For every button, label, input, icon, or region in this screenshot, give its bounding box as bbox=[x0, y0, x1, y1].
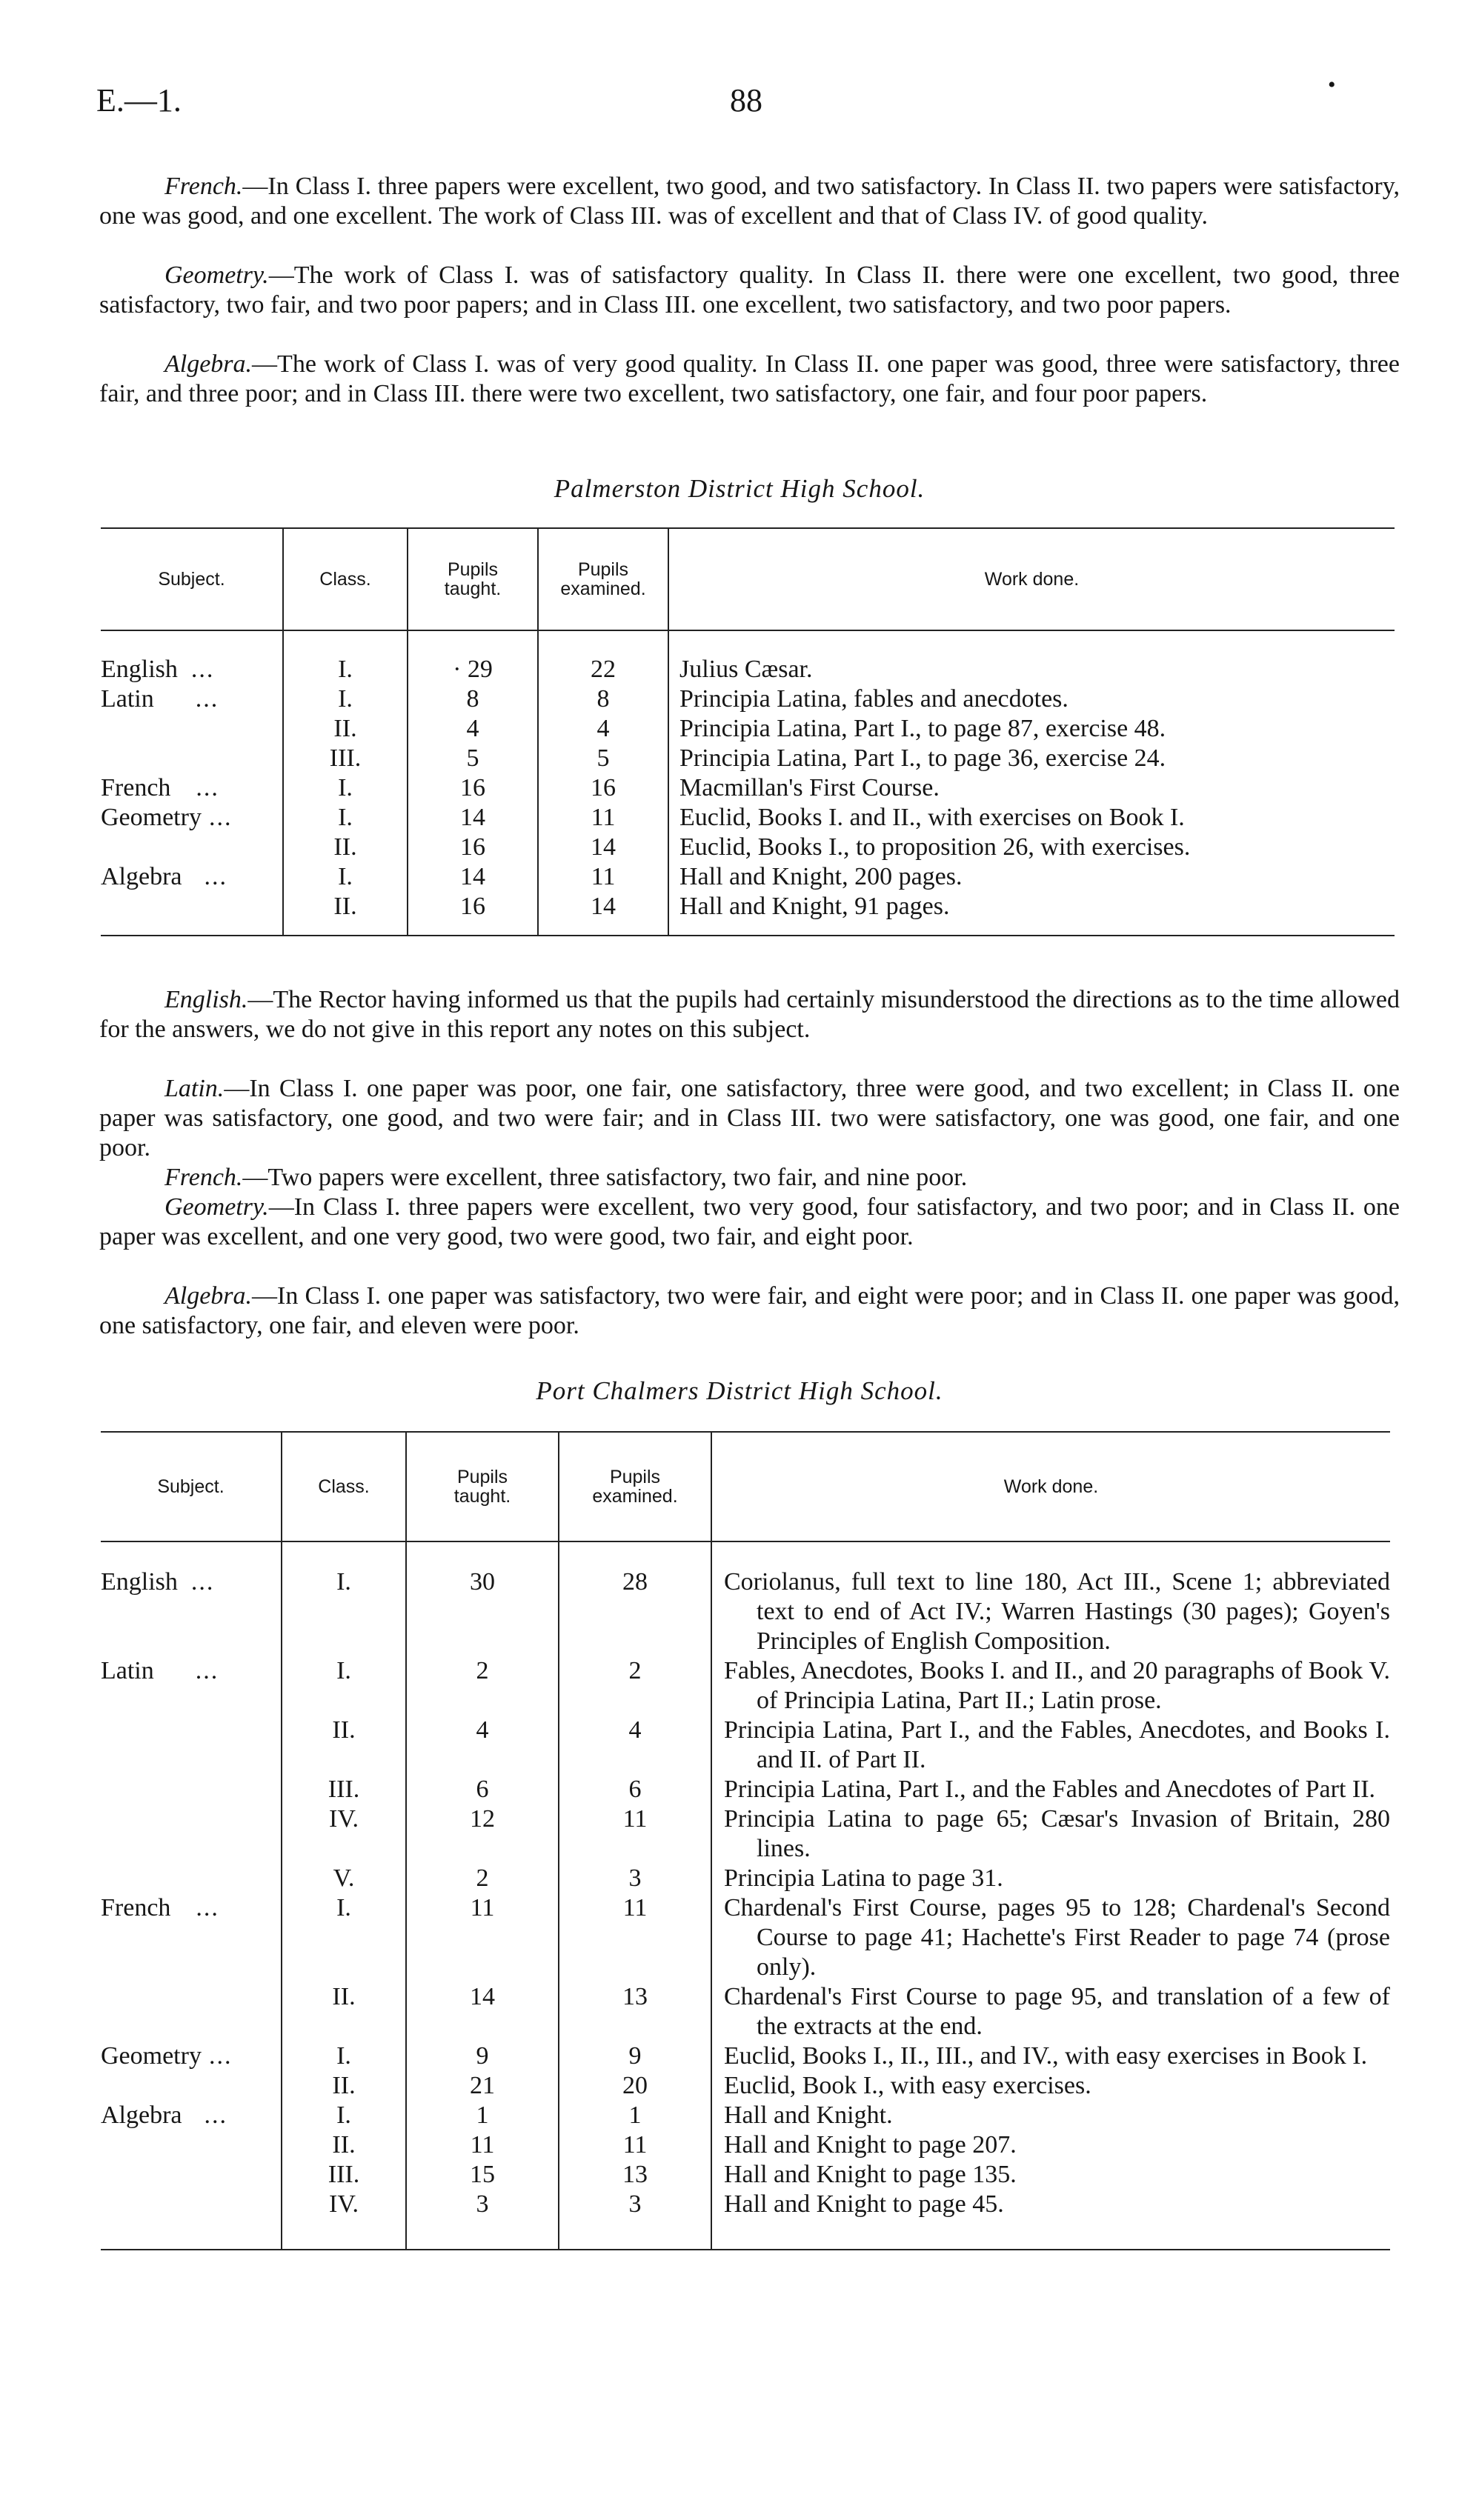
table-row bbox=[101, 833, 1395, 862]
cell-subject: English ... bbox=[101, 656, 215, 683]
cell-taught: 6 bbox=[406, 1775, 559, 1804]
cell-examined: 16 bbox=[538, 773, 668, 803]
cell-class: V. bbox=[282, 1864, 406, 1893]
cell-taught: 15 bbox=[406, 2160, 559, 2190]
cell-examined: 5 bbox=[538, 744, 668, 773]
cell-class: III. bbox=[282, 1775, 406, 1804]
cell-class: II. bbox=[282, 1982, 406, 2041]
cell-subject bbox=[101, 744, 283, 773]
table-header-row bbox=[101, 1432, 1390, 1541]
table-header-row bbox=[101, 528, 1395, 630]
cell-examined: 22 bbox=[538, 630, 668, 684]
table-row bbox=[101, 1864, 1390, 1893]
cell-taught: 9 bbox=[406, 2041, 559, 2071]
cell-subject bbox=[101, 1982, 282, 2041]
paragraph-text: —In Class I. three papers were excellent, two very good, four satisfactory, and two poor; and in Class II. one paper was excellent, and one very good, two were good, two fair, and eight poor. bbox=[99, 1193, 1400, 1250]
cell-work: Principia Latina, Part I., and the Fables, Anecdotes, and Books I. and II. of Part II. bbox=[711, 1716, 1390, 1775]
cell-subject bbox=[101, 2130, 282, 2160]
column-header-class: Class. bbox=[283, 528, 408, 630]
paragraph-lead: Algebra. bbox=[164, 350, 253, 378]
table-row bbox=[101, 2101, 1390, 2130]
table-row bbox=[101, 2041, 1390, 2071]
paragraph-text: —In Class I. one paper was poor, one fair, one satisfactory, three were good, and two excellent; in Class II. one paper was satisfactory, one good, and two were fair; and in Class III. two were satisfactory, one was good, one fair, and one poor. bbox=[99, 1075, 1400, 1161]
cell-taught: 5 bbox=[408, 744, 538, 773]
cell-taught: 4 bbox=[408, 714, 538, 744]
middle-paragraph-latin bbox=[99, 1074, 1400, 1163]
cell-subject: French ... bbox=[101, 774, 219, 801]
cell-taught: 14 bbox=[406, 1982, 559, 2041]
cell-class: I. bbox=[283, 684, 408, 714]
cell-taught: · 29 bbox=[408, 630, 538, 684]
cell-taught: 14 bbox=[408, 803, 538, 833]
table-row bbox=[101, 773, 1395, 803]
cell-work: Principia Latina, Part I., to page 87, exercise 48. bbox=[668, 714, 1395, 744]
paragraph-lead: French. bbox=[164, 1164, 243, 1191]
table-row bbox=[101, 2130, 1390, 2160]
cell-examined: 9 bbox=[559, 2041, 711, 2071]
cell-work: Hall and Knight to page 207. bbox=[711, 2130, 1390, 2160]
column-header-subject: Subject. bbox=[158, 569, 225, 590]
cell-examined: 14 bbox=[538, 833, 668, 862]
cell-examined: 14 bbox=[538, 892, 668, 936]
cell-taught: 11 bbox=[406, 2130, 559, 2160]
cell-taught: 11 bbox=[406, 1893, 559, 1982]
cell-work: Macmillan's First Course. bbox=[668, 773, 1395, 803]
paragraph-text: —Two papers were excellent, three satisfactory, two fair, and nine poor. bbox=[242, 1164, 968, 1191]
cell-class: IV. bbox=[282, 2190, 406, 2250]
cell-examined: 11 bbox=[559, 2130, 711, 2160]
table-row bbox=[101, 744, 1395, 773]
column-header-examined: Pupils examined. bbox=[559, 1432, 711, 1541]
cell-subject: Algebra ... bbox=[101, 2101, 228, 2129]
cell-class: III. bbox=[283, 744, 408, 773]
paragraph-lead: Latin. bbox=[164, 1075, 225, 1102]
cell-work: Hall and Knight, 200 pages. bbox=[668, 862, 1395, 892]
table-row bbox=[101, 2190, 1390, 2250]
paragraph-text: —The work of Class I. was of satisfactory quality. In Class II. there were one excellent, two good, three satisfactory, two fair, and two poor papers; and in Class III. one excellent, two satisfactory, and two poor papers. bbox=[99, 261, 1400, 319]
cell-examined: 1 bbox=[559, 2101, 711, 2130]
cell-subject bbox=[101, 714, 283, 744]
cell-work: Coriolanus, full text to line 180, Act III., Scene 1; abbreviated text to end of Act IV.; Warren Hastings (30 pages); Goyen's Principles of English Composition. bbox=[711, 1541, 1390, 1656]
table-row bbox=[101, 1804, 1390, 1864]
cell-examined: 11 bbox=[538, 862, 668, 892]
cell-class: II. bbox=[283, 892, 408, 936]
page-number: 88 bbox=[730, 82, 762, 119]
cell-examined: 4 bbox=[538, 714, 668, 744]
cell-class: II. bbox=[282, 2130, 406, 2160]
middle-paragraph-english bbox=[99, 985, 1400, 1044]
cell-subject: Latin ... bbox=[101, 685, 219, 713]
cell-subject: French ... bbox=[101, 1894, 219, 1921]
column-header-work: Work done. bbox=[668, 528, 1395, 630]
paragraph-text: —The work of Class I. was of very good quality. In Class II. one paper was good, three were satisfactory, three fair, and three poor; and in Class III. there were two excellent, two satisfactory, one fair, and four poor papers. bbox=[99, 350, 1400, 407]
palmerston-table bbox=[101, 527, 1395, 936]
cell-taught: 2 bbox=[406, 1656, 559, 1716]
page-header bbox=[96, 73, 1400, 133]
cell-examined: 8 bbox=[538, 684, 668, 714]
paragraph-lead: Geometry. bbox=[164, 261, 269, 289]
cell-taught: 16 bbox=[408, 833, 538, 862]
cell-subject bbox=[101, 1864, 282, 1893]
cell-examined: 28 bbox=[559, 1541, 711, 1656]
cell-work: Hall and Knight to page 135. bbox=[711, 2160, 1390, 2190]
column-header-work: Work done. bbox=[711, 1432, 1390, 1541]
column-header-subject: Subject. bbox=[157, 1476, 225, 1497]
cell-subject bbox=[101, 2071, 282, 2101]
middle-paragraph-algebra bbox=[99, 1281, 1400, 1341]
cell-subject bbox=[101, 892, 283, 936]
intro-paragraph-french bbox=[99, 172, 1400, 231]
cell-class: I. bbox=[283, 773, 408, 803]
cell-examined: 3 bbox=[559, 2190, 711, 2250]
cell-subject bbox=[101, 833, 283, 862]
report-reference: E.—1. bbox=[96, 82, 182, 119]
cell-subject bbox=[101, 1775, 282, 1804]
cell-subject bbox=[101, 2190, 282, 2250]
cell-work: Hall and Knight, 91 pages. bbox=[668, 892, 1395, 936]
cell-subject bbox=[101, 1716, 282, 1775]
cell-subject: Algebra ... bbox=[101, 863, 228, 890]
table-row bbox=[101, 862, 1395, 892]
cell-work: Principia Latina to page 65; Cæsar's Invasion of Britain, 280 lines. bbox=[711, 1804, 1390, 1864]
cell-class: IV. bbox=[282, 1804, 406, 1864]
paragraph-lead: Algebra. bbox=[164, 1282, 253, 1310]
table-row bbox=[101, 892, 1395, 936]
cell-taught: 4 bbox=[406, 1716, 559, 1775]
cell-class: II. bbox=[282, 1716, 406, 1775]
paragraph-text: —In Class I. three papers were excellent, two good, and two satisfactory. In Class II. two papers were satisfactory, one was good, and one excellent. The work of Class III. was of excellent and that of Class IV. of good quality. bbox=[99, 173, 1400, 230]
cell-taught: 3 bbox=[406, 2190, 559, 2250]
middle-paragraph-geometry bbox=[99, 1193, 1400, 1252]
cell-work: Chardenal's First Course, pages 95 to 128; Chardenal's Second Course to page 41; Hachette's First Reader to page 74 (prose only). bbox=[711, 1893, 1390, 1982]
cell-examined: 11 bbox=[559, 1893, 711, 1982]
cell-class: I. bbox=[282, 2101, 406, 2130]
intro-paragraph-geometry bbox=[99, 261, 1400, 320]
intro-paragraph-algebra bbox=[99, 350, 1400, 409]
cell-work: Principia Latina to page 31. bbox=[711, 1864, 1390, 1893]
table-row bbox=[101, 684, 1395, 714]
cell-examined: 11 bbox=[559, 1804, 711, 1864]
cell-examined: 4 bbox=[559, 1716, 711, 1775]
cell-examined: 13 bbox=[559, 1982, 711, 2041]
column-header-taught: Pupils taught. bbox=[408, 528, 538, 630]
table-row bbox=[101, 1775, 1390, 1804]
cell-work: Euclid, Book I., with easy exercises. bbox=[711, 2071, 1390, 2101]
cell-work: Chardenal's First Course to page 95, and translation of a few of the extracts at the end. bbox=[711, 1982, 1390, 2041]
paragraph-lead: Geometry. bbox=[164, 1193, 269, 1221]
cell-subject: Latin ... bbox=[101, 1657, 219, 1684]
cell-examined: 11 bbox=[538, 803, 668, 833]
cell-work: Euclid, Books I., II., III., and IV., with easy exercises in Book I. bbox=[711, 2041, 1390, 2071]
table-row bbox=[101, 1656, 1390, 1716]
cell-work: Julius Cæsar. bbox=[668, 630, 1395, 684]
middle-paragraph-french bbox=[99, 1163, 1400, 1193]
paragraph-lead: English. bbox=[164, 986, 248, 1013]
cell-work: Principia Latina, Part I., to page 36, exercise 24. bbox=[668, 744, 1395, 773]
cell-class: II. bbox=[283, 714, 408, 744]
cell-work: Principia Latina, fables and anecdotes. bbox=[668, 684, 1395, 714]
cell-subject bbox=[101, 1804, 282, 1864]
table-row bbox=[101, 1541, 1390, 1656]
cell-work: Principia Latina, Part I., and the Fables and Anecdotes of Part II. bbox=[711, 1775, 1390, 1804]
cell-examined: 20 bbox=[559, 2071, 711, 2101]
cell-class: I. bbox=[282, 1656, 406, 1716]
stray-mark: • bbox=[1328, 73, 1336, 97]
cell-work: Hall and Knight to page 45. bbox=[711, 2190, 1390, 2250]
cell-class: II. bbox=[283, 833, 408, 862]
cell-class: I. bbox=[283, 630, 408, 684]
table-caption-palmerston: Palmerston District High School. bbox=[554, 474, 925, 503]
cell-examined: 13 bbox=[559, 2160, 711, 2190]
cell-class: I. bbox=[282, 2041, 406, 2071]
column-header-class: Class. bbox=[282, 1432, 406, 1541]
cell-subject: Geometry ... bbox=[101, 804, 233, 831]
paragraph-text: —The Rector having informed us that the pupils had certainly misunderstood the directions as to the time allowed for the answers, we do not give in this report any notes on this subject. bbox=[99, 986, 1400, 1043]
cell-subject: Geometry ... bbox=[101, 2042, 233, 2070]
table-row bbox=[101, 1716, 1390, 1775]
cell-examined: 2 bbox=[559, 1656, 711, 1716]
cell-subject: English ... bbox=[101, 1568, 215, 1596]
table-row bbox=[101, 1982, 1390, 2041]
cell-class: I. bbox=[282, 1893, 406, 1982]
cell-class: I. bbox=[283, 803, 408, 833]
cell-examined: 6 bbox=[559, 1775, 711, 1804]
column-header-taught: Pupils taught. bbox=[406, 1432, 559, 1541]
table-row bbox=[101, 714, 1395, 744]
table-row bbox=[101, 803, 1395, 833]
cell-taught: 12 bbox=[406, 1804, 559, 1864]
cell-class: II. bbox=[282, 2071, 406, 2101]
paragraph-lead: French. bbox=[164, 173, 243, 200]
table-row bbox=[101, 2160, 1390, 2190]
port-chalmers-table bbox=[101, 1431, 1390, 2250]
cell-subject bbox=[101, 2160, 282, 2190]
cell-taught: 14 bbox=[408, 862, 538, 892]
cell-examined: 3 bbox=[559, 1864, 711, 1893]
cell-taught: 16 bbox=[408, 892, 538, 936]
cell-work: Euclid, Books I. and II., with exercises on Book I. bbox=[668, 803, 1395, 833]
cell-taught: 16 bbox=[408, 773, 538, 803]
cell-work: Fables, Anecdotes, Books I. and II., and 20 paragraphs of Book V. of Principia Latina, Part II.; Latin prose. bbox=[711, 1656, 1390, 1716]
table-caption-port-chalmers: Port Chalmers District High School. bbox=[536, 1376, 943, 1405]
cell-taught: 21 bbox=[406, 2071, 559, 2101]
cell-taught: 1 bbox=[406, 2101, 559, 2130]
column-header-examined: Pupils examined. bbox=[538, 528, 668, 630]
cell-class: I. bbox=[282, 1541, 406, 1656]
table-row bbox=[101, 630, 1395, 684]
cell-work: Hall and Knight. bbox=[711, 2101, 1390, 2130]
cell-taught: 2 bbox=[406, 1864, 559, 1893]
cell-work: Euclid, Books I., to proposition 26, with exercises. bbox=[668, 833, 1395, 862]
cell-class: I. bbox=[283, 862, 408, 892]
paragraph-text: —In Class I. one paper was satisfactory, two were fair, and eight were poor; and in Class II. one paper was good, one satisfactory, one fair, and eleven were poor. bbox=[99, 1282, 1400, 1339]
table-row bbox=[101, 2071, 1390, 2101]
cell-taught: 30 bbox=[406, 1541, 559, 1656]
table-row bbox=[101, 1893, 1390, 1982]
cell-taught: 8 bbox=[408, 684, 538, 714]
cell-class: III. bbox=[282, 2160, 406, 2190]
